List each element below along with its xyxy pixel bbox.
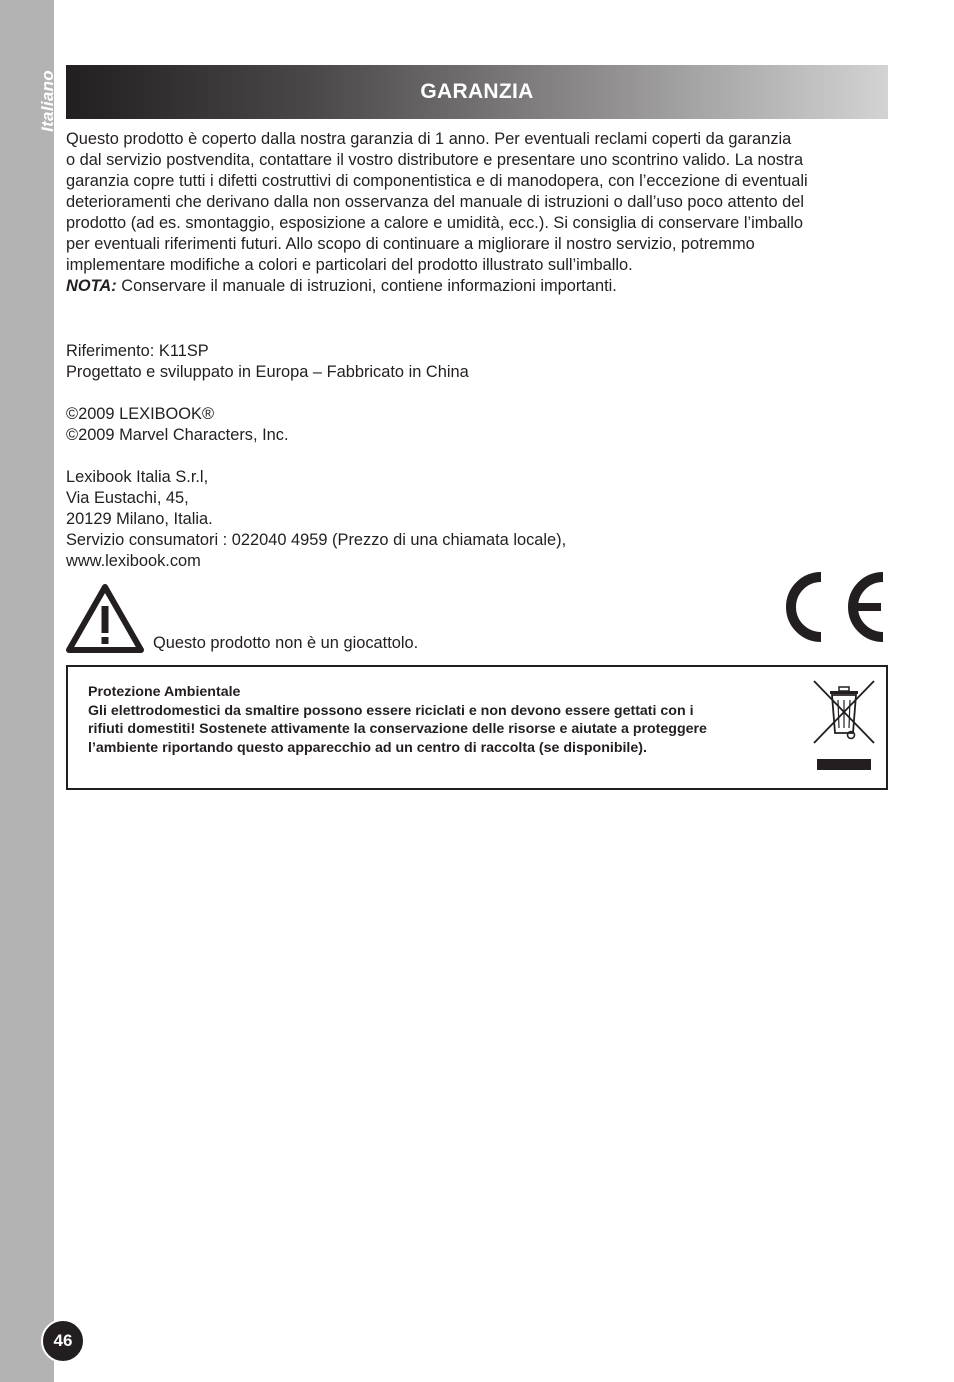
reference-block [66,341,766,383]
warning-text: Questo prodotto non è un giocattolo. [153,634,419,652]
environment-line: rifiuti domestiti! Sostenete attivamente la conservazione delle risorse e aiutate a proteggere [88,721,707,737]
nota-label: NOTA: [66,277,117,295]
consumer-service: Servizio consumatori : 022040 4959 (Prezzo di una chiamata locale), [66,531,567,549]
warranty-line: garanzia copre tutti i difetti costruttivi di componentistica e di manodopera, con l’eccezione di eventuali [66,172,808,190]
warranty-line: Questo prodotto è coperto dalla nostra garanzia di 1 anno. Per eventuali reclami coperti da garanzia [66,130,792,148]
copyright-block [66,404,766,446]
environment-box [66,665,888,790]
copyright-lexibook: ©2009 LEXIBOOK® [66,405,215,423]
page-number: 46 [41,1319,85,1363]
city-address: 20129 Milano, Italia. [66,510,213,528]
warranty-line: prodotto (ad es. smontaggio, esposizione a calore e umidità, ecc.). Si consiglia di conservare l’imballo [66,214,804,232]
copyright-marvel: ©2009 Marvel Characters, Inc. [66,426,289,444]
crossed-bin-icon [808,675,880,775]
street-address: Via Eustachi, 45, [66,489,189,507]
nota-text: Conservare il manuale di istruzioni, contiene informazioni importanti. [116,277,617,295]
warranty-line: deterioramenti che derivano dalla non osservanza del manuale di istruzioni o dall’uso poco attento del [66,193,805,211]
warning-triangle-icon [66,584,144,654]
warranty-line: per eventuali riferimenti futuri. Allo scopo di continuare a migliorare il nostro servizio, potremmo [66,235,755,253]
side-strip [0,0,54,1382]
reference-code: Riferimento: K11SP [66,342,209,360]
section-header [66,65,888,119]
warranty-line: o dal servizio postvendita, contattare il vostro distributore e presentare uno scontrino valido. La nostra [66,151,804,169]
language-label: Italiano [38,70,57,132]
origin-line: Progettato e sviluppato in Europa – Fabbricato in China [66,363,469,381]
company-name: Lexibook Italia S.r.l, [66,468,209,486]
address-block [66,467,766,572]
nota-line [66,276,896,297]
section-title: GARANZIA [420,80,534,103]
environment-line: Gli elettrodomestici da smaltire possono essere riciclati e non devono essere gettati con i [88,702,694,719]
warranty-line: implementare modifiche a colori e particolari del prodotto illustrato sull’imballo. [66,256,633,274]
website-link[interactable]: www.lexibook.com [66,552,201,570]
warranty-paragraph [66,129,896,297]
environment-line: l’ambiente riportando questo apparecchio ad un centro di raccolta (se disponibile). [88,739,647,756]
environment-text [88,683,788,757]
ce-mark-icon [778,567,888,647]
environment-title: Protezione Ambientale [88,684,241,700]
